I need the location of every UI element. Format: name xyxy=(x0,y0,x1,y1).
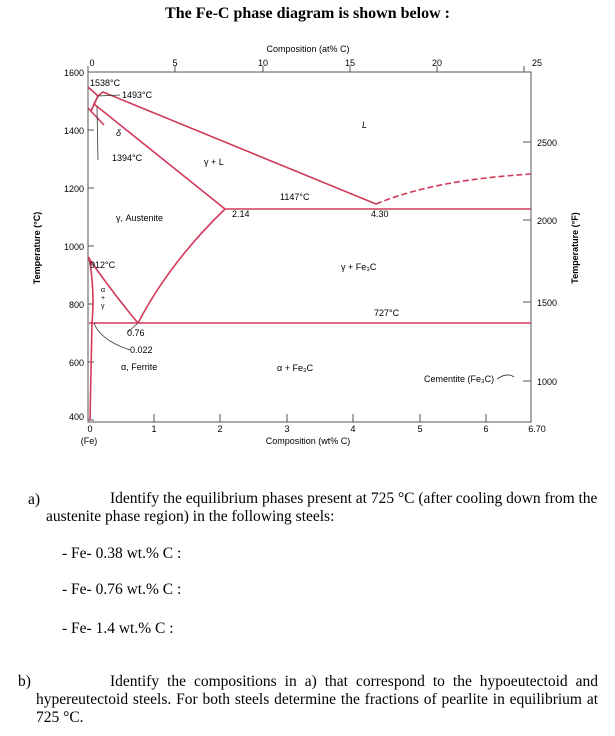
right-tick-2500: 2500 xyxy=(537,138,558,148)
label-delta: δ xyxy=(116,128,122,138)
bottom-tick-3: 3 xyxy=(284,424,290,434)
bottom-tick-2: 2 xyxy=(217,424,223,434)
top-tick-5: 5 xyxy=(172,58,178,68)
label-1147: 1147°C xyxy=(280,192,310,202)
left-tick-1400: 1400 xyxy=(63,126,84,136)
right-axis-ticks xyxy=(523,142,531,381)
label-ferrite: α, Ferrite xyxy=(121,362,158,372)
left-tick-600: 600 xyxy=(68,358,84,368)
top-axis-title: Composition (at% C) xyxy=(266,44,350,54)
left-axis-title: Temperature (°C) xyxy=(32,211,42,285)
top-tick-15: 15 xyxy=(344,58,356,68)
right-tick-2000: 2000 xyxy=(537,216,558,226)
label-430: 4.30 xyxy=(371,209,389,219)
label-727: 727°C xyxy=(374,308,400,318)
right-tick-1500: 1500 xyxy=(537,298,558,308)
label-liquid: L xyxy=(362,120,368,130)
bottom-tick-6-70: 6.70 xyxy=(528,424,546,434)
top-axis-ticks xyxy=(88,66,524,72)
label-gamma-plus-l: γ + L xyxy=(204,157,224,167)
label-214: 2.14 xyxy=(232,209,250,219)
part-b-question: Identify the compositions in a) that correspond to the hypoeutectoid and hypereutectoid steels. For both steels determine the fractions of pearlite in equilibrium at 725 °C. xyxy=(36,673,598,726)
part-a-item-1: - Fe- 0.38 wt.% C : xyxy=(62,545,182,562)
label-alpha-small: α xyxy=(101,287,106,294)
leader-1394 xyxy=(97,107,98,160)
left-tick-800: 800 xyxy=(68,300,84,310)
label-0022: 0.022 xyxy=(130,345,153,355)
part-a-item-3: - Fe- 1.4 wt.% C : xyxy=(62,620,174,637)
acm-line xyxy=(138,209,225,323)
liquidus-cementite xyxy=(376,174,531,204)
left-tick-1000: 1000 xyxy=(63,242,84,252)
left-tick-400: 400 xyxy=(68,412,84,422)
bottom-axis-ticks xyxy=(154,414,486,422)
bottom-tick-5: 5 xyxy=(417,424,423,434)
bottom-tick-0: 0 xyxy=(87,424,93,434)
label-1538: 1538°C xyxy=(90,78,121,88)
page-title: The Fe-C phase diagram is shown below : xyxy=(165,5,450,22)
left-tick-1600: 1600 xyxy=(63,68,84,78)
label-gamma-plus-fe3c: γ + Fe₃C xyxy=(341,262,377,272)
top-tick-20: 20 xyxy=(431,58,443,68)
part-a-question: Identify the equilibrium phases present at 725 °C (after cooling down from the austenite phase region) in the following steels: xyxy=(46,490,598,525)
bottom-tick-4: 4 xyxy=(350,424,356,434)
part-a-tag: a) xyxy=(28,491,41,508)
ferrite-solvus xyxy=(89,257,93,420)
label-plus-small: + xyxy=(101,295,106,302)
top-tick-0: 0 xyxy=(89,58,95,68)
label-076: 0.76 xyxy=(127,328,145,338)
top-tick-25: 25 xyxy=(531,58,543,68)
left-tick-1200: 1200 xyxy=(63,184,84,194)
label-912: 912°C xyxy=(90,260,116,270)
part-b-tag: b) xyxy=(18,673,31,690)
label-alpha-plus-fe3c: α + Fe₃C xyxy=(277,363,314,373)
leader-0022 xyxy=(94,323,130,350)
label-gamma-small: γ xyxy=(101,303,105,310)
bottom-tick-6: 6 xyxy=(483,424,489,434)
right-axis-title: Temperature (°F) xyxy=(570,212,580,284)
bottom-tick-1: 1 xyxy=(151,424,157,434)
top-tick-10: 10 xyxy=(257,58,269,68)
bottom-axis-title: Composition (wt% C) xyxy=(265,436,351,446)
liquidus-left xyxy=(88,87,376,204)
label-austenite: γ, Austenite xyxy=(116,213,164,223)
leader-1493 xyxy=(98,95,120,96)
label-cementite: Cementite (Fe₃C) xyxy=(424,374,495,384)
right-tick-1000: 1000 xyxy=(537,377,558,387)
leader-cementite xyxy=(497,375,514,379)
label-1394: 1394°C xyxy=(112,153,143,163)
label-1493: 1493°C xyxy=(122,90,153,100)
part-a-item-2: - Fe- 0.76 wt.% C : xyxy=(62,581,182,598)
bottom-sub-fe: (Fe) xyxy=(80,436,98,446)
